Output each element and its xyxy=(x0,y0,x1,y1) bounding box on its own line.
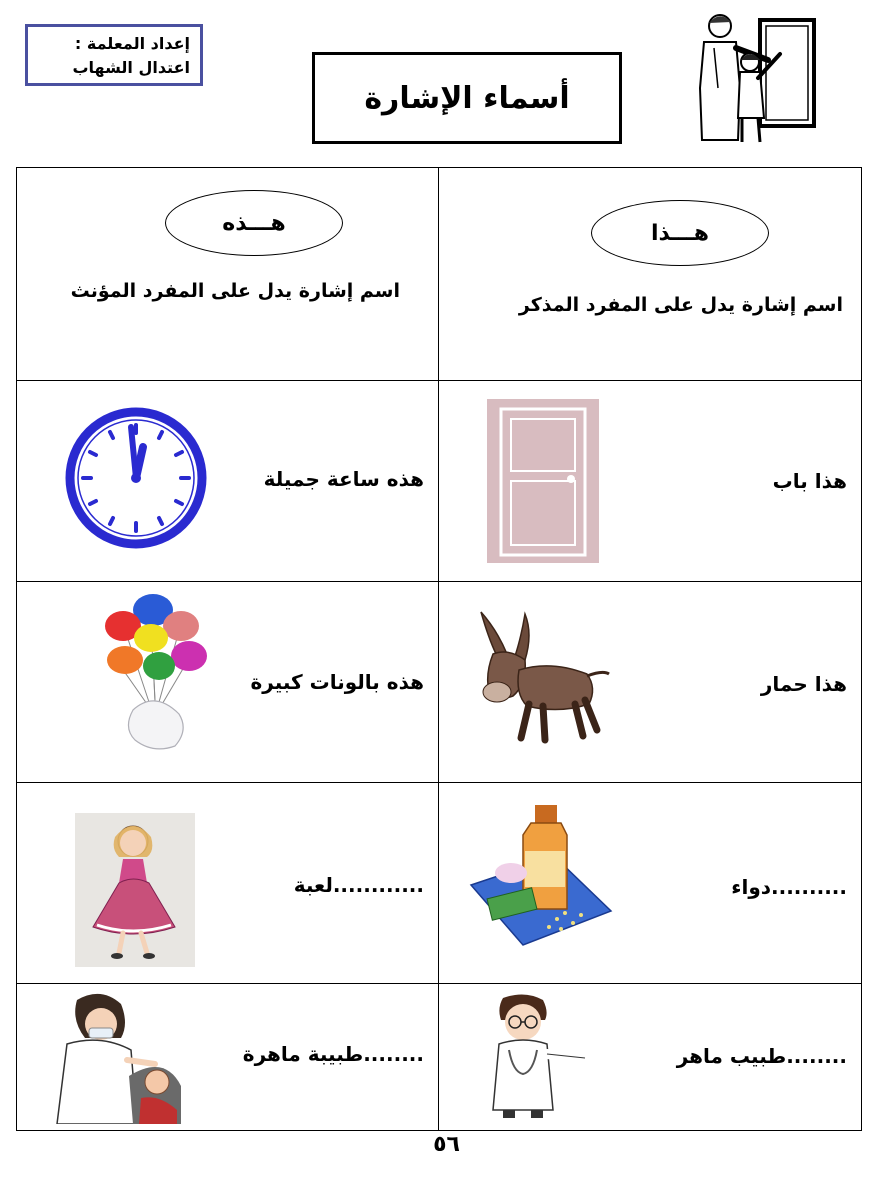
masculine-cell xyxy=(439,783,862,984)
teacher-board-illustration xyxy=(668,8,818,148)
feminine-pronoun-oval: هـــذه xyxy=(165,190,343,256)
masculine-sentence: ........طبيب ماهر xyxy=(676,1044,847,1068)
masculine-definition: اسم إشارة يدل على المفرد المذكر xyxy=(518,294,843,316)
masculine-pronoun-oval: هـــذا xyxy=(591,200,769,266)
masculine-sentence: هذا حمار xyxy=(760,672,847,696)
door-icon xyxy=(487,399,599,563)
masculine-cell xyxy=(439,984,862,1131)
table-row xyxy=(17,381,862,582)
feminine-cell xyxy=(17,582,439,783)
doctor-icon xyxy=(473,992,599,1122)
feminine-cell xyxy=(17,381,439,582)
page-title: أسماء الإشارة xyxy=(312,52,622,144)
worksheet-table xyxy=(16,167,862,1131)
doll-icon xyxy=(75,813,195,967)
masculine-cell xyxy=(439,582,862,783)
author-label: إعداد المعلمة : xyxy=(74,34,190,53)
feminine-sentence: ........طبيبة ماهرة xyxy=(242,1042,424,1066)
page-number: ٥٦ xyxy=(433,1132,460,1157)
balloons-icon xyxy=(89,590,219,754)
table-row xyxy=(17,582,862,783)
masculine-cell xyxy=(439,381,862,582)
table-row xyxy=(17,783,862,984)
feminine-sentence: هذه ساعة جميلة xyxy=(263,467,424,491)
feminine-definition: اسم إشارة يدل على المفرد المؤنث xyxy=(70,280,400,302)
author-name: اعتدال الشهاب xyxy=(72,58,190,77)
masculine-header-cell xyxy=(439,168,862,381)
author-box xyxy=(25,24,203,86)
feminine-sentence: هذه بالونات كبيرة xyxy=(250,670,424,694)
donkey-icon xyxy=(467,604,617,754)
feminine-sentence: ............لعبة xyxy=(293,873,424,897)
masculine-sentence: ..........دواء xyxy=(731,875,847,899)
header-row xyxy=(17,168,862,381)
masculine-sentence: هذا باب xyxy=(772,469,847,493)
clock-icon xyxy=(61,403,211,553)
feminine-header-cell xyxy=(17,168,439,381)
dentist-icon xyxy=(47,990,183,1124)
medicine-icon xyxy=(465,801,613,957)
table-row xyxy=(17,984,862,1131)
feminine-cell xyxy=(17,783,439,984)
feminine-cell xyxy=(17,984,439,1131)
